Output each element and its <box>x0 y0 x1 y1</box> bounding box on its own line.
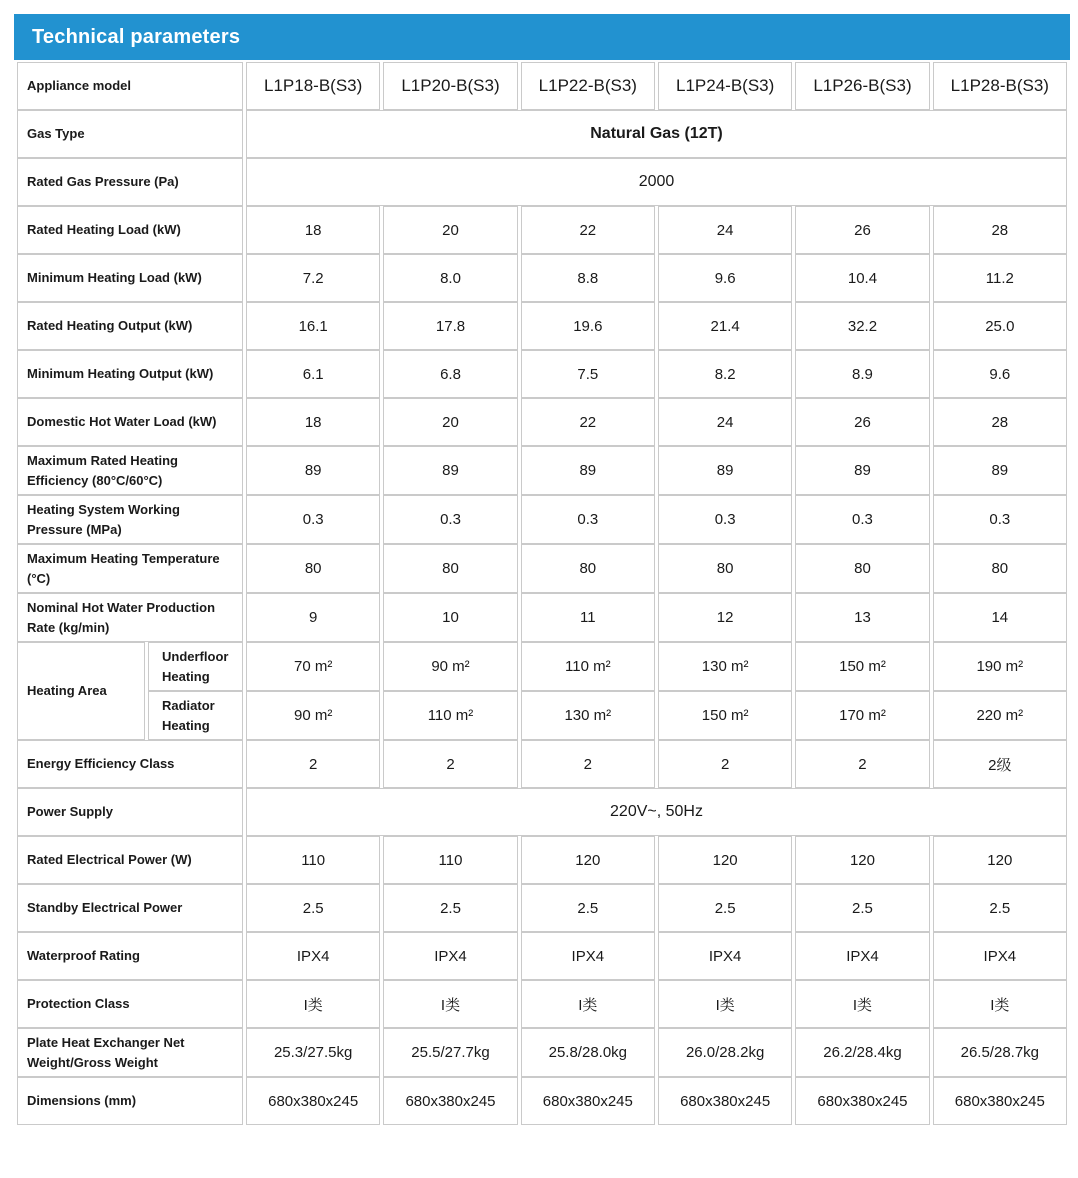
table-row <box>17 1028 1067 1077</box>
value-cell: 25.5/27.7kg <box>383 1028 517 1077</box>
value-cell: 90 m² <box>246 691 380 740</box>
value-cell: 6.8 <box>383 350 517 398</box>
value-cell: 150 m² <box>658 691 792 740</box>
value-cell: 80 <box>246 544 380 593</box>
table-row <box>17 158 1067 206</box>
value-cell: I类 <box>658 980 792 1028</box>
value-cell: 2 <box>795 740 929 788</box>
row-label: Energy Efficiency Class <box>17 740 243 788</box>
value-cell: 28 <box>933 398 1067 446</box>
value-cell: 20 <box>383 398 517 446</box>
table-row <box>17 495 1067 544</box>
value-cell: 21.4 <box>658 302 792 350</box>
row-label: Waterproof Rating <box>17 932 243 980</box>
value-cell: 0.3 <box>246 495 380 544</box>
value-cell: 2.5 <box>383 884 517 932</box>
value-cell: 110 <box>383 836 517 884</box>
value-cell: 90 m² <box>383 642 517 691</box>
technical-parameters-table <box>14 62 1070 1125</box>
page-title: Technical parameters <box>32 25 241 48</box>
row-label: Power Supply <box>17 788 243 836</box>
value-cell: 25.3/27.5kg <box>246 1028 380 1077</box>
group-label: Heating Area <box>17 642 145 740</box>
value-cell: 18 <box>246 206 380 254</box>
table-row <box>17 788 1067 836</box>
value-cell: 7.5 <box>521 350 655 398</box>
value-cell: 9.6 <box>933 350 1067 398</box>
value-cell: 26.2/28.4kg <box>795 1028 929 1077</box>
value-cell: 0.3 <box>658 495 792 544</box>
value-cell: 89 <box>933 446 1067 495</box>
row-label: Rated Heating Output (kW) <box>17 302 243 350</box>
row-label: Minimum Heating Load (kW) <box>17 254 243 302</box>
value-cell: 680x380x245 <box>246 1077 380 1125</box>
value-cell: 80 <box>383 544 517 593</box>
value-cell: 18 <box>246 398 380 446</box>
table-body <box>17 62 1067 1125</box>
table-row <box>17 740 1067 788</box>
value-cell: 680x380x245 <box>383 1077 517 1125</box>
table-row <box>17 932 1067 980</box>
row-label: Heating System Working Pressure (MPa) <box>17 495 243 544</box>
value-cell: 0.3 <box>383 495 517 544</box>
model-header-cell: L1P20-B(S3) <box>383 62 517 110</box>
value-cell: 16.1 <box>246 302 380 350</box>
value-cell: 19.6 <box>521 302 655 350</box>
row-label: Protection Class <box>17 980 243 1028</box>
sub-row-label: Underfloor Heating <box>148 642 243 691</box>
table-title-bar <box>14 14 1070 60</box>
value-cell: 170 m² <box>795 691 929 740</box>
model-header-cell: L1P28-B(S3) <box>933 62 1067 110</box>
value-cell: 0.3 <box>795 495 929 544</box>
value-cell: 13 <box>795 593 929 642</box>
value-cell: 2.5 <box>246 884 380 932</box>
value-cell: 9.6 <box>658 254 792 302</box>
value-cell: 680x380x245 <box>933 1077 1067 1125</box>
value-cell: 11 <box>521 593 655 642</box>
value-cell: 120 <box>521 836 655 884</box>
value-cell: 26.5/28.7kg <box>933 1028 1067 1077</box>
value-cell: 10 <box>383 593 517 642</box>
value-cell: 2.5 <box>521 884 655 932</box>
table-row <box>17 446 1067 495</box>
row-label: Maximum Heating Temperature (°C) <box>17 544 243 593</box>
row-label: Domestic Hot Water Load (kW) <box>17 398 243 446</box>
span-value-cell: Natural Gas (12T) <box>246 110 1067 158</box>
row-label: Plate Heat Exchanger Net Weight/Gross Weight <box>17 1028 243 1077</box>
value-cell: 89 <box>246 446 380 495</box>
table-row <box>17 398 1067 446</box>
value-cell: 22 <box>521 398 655 446</box>
value-cell: 2 <box>521 740 655 788</box>
row-label: Minimum Heating Output (kW) <box>17 350 243 398</box>
value-cell: IPX4 <box>521 932 655 980</box>
value-cell: I类 <box>795 980 929 1028</box>
model-header-cell: L1P18-B(S3) <box>246 62 380 110</box>
value-cell: 110 m² <box>521 642 655 691</box>
value-cell: 8.9 <box>795 350 929 398</box>
table-row <box>17 206 1067 254</box>
value-cell: IPX4 <box>246 932 380 980</box>
value-cell: 8.8 <box>521 254 655 302</box>
table-row <box>17 1077 1067 1125</box>
value-cell: 24 <box>658 206 792 254</box>
value-cell: 80 <box>658 544 792 593</box>
value-cell: 70 m² <box>246 642 380 691</box>
value-cell: 680x380x245 <box>658 1077 792 1125</box>
table-row <box>17 62 1067 110</box>
value-cell: 220 m² <box>933 691 1067 740</box>
value-cell: 26 <box>795 398 929 446</box>
value-cell: 22 <box>521 206 655 254</box>
value-cell: 80 <box>795 544 929 593</box>
value-cell: 2.5 <box>658 884 792 932</box>
value-cell: I类 <box>246 980 380 1028</box>
model-header-cell: L1P24-B(S3) <box>658 62 792 110</box>
value-cell: 150 m² <box>795 642 929 691</box>
value-cell: 2级 <box>933 740 1067 788</box>
value-cell: 14 <box>933 593 1067 642</box>
table-row <box>17 980 1067 1028</box>
value-cell: IPX4 <box>933 932 1067 980</box>
value-cell: I类 <box>933 980 1067 1028</box>
value-cell: 120 <box>795 836 929 884</box>
value-cell: 130 m² <box>521 691 655 740</box>
value-cell: 10.4 <box>795 254 929 302</box>
value-cell: 17.8 <box>383 302 517 350</box>
value-cell: 8.2 <box>658 350 792 398</box>
value-cell: 2.5 <box>933 884 1067 932</box>
value-cell: 680x380x245 <box>795 1077 929 1125</box>
value-cell: 130 m² <box>658 642 792 691</box>
value-cell: 2.5 <box>795 884 929 932</box>
value-cell: 11.2 <box>933 254 1067 302</box>
span-value-cell: 220V~, 50Hz <box>246 788 1067 836</box>
value-cell: 26 <box>795 206 929 254</box>
value-cell: 2 <box>246 740 380 788</box>
row-label: Gas Type <box>17 110 243 158</box>
value-cell: 89 <box>658 446 792 495</box>
value-cell: I类 <box>383 980 517 1028</box>
row-label: Appliance model <box>17 62 243 110</box>
table-row <box>17 302 1067 350</box>
value-cell: 9 <box>246 593 380 642</box>
table-row <box>17 593 1067 642</box>
value-cell: 80 <box>933 544 1067 593</box>
value-cell: 6.1 <box>246 350 380 398</box>
sub-row-label: Radiator Heating <box>148 691 243 740</box>
value-cell: 120 <box>933 836 1067 884</box>
value-cell: 190 m² <box>933 642 1067 691</box>
value-cell: 120 <box>658 836 792 884</box>
table-row <box>17 254 1067 302</box>
table-row <box>17 884 1067 932</box>
value-cell: IPX4 <box>383 932 517 980</box>
row-label: Rated Heating Load (kW) <box>17 206 243 254</box>
value-cell: 12 <box>658 593 792 642</box>
value-cell: 80 <box>521 544 655 593</box>
value-cell: 89 <box>521 446 655 495</box>
value-cell: IPX4 <box>795 932 929 980</box>
value-cell: 2 <box>658 740 792 788</box>
span-value-cell: 2000 <box>246 158 1067 206</box>
table-row <box>17 544 1067 593</box>
table-row <box>17 110 1067 158</box>
value-cell: 28 <box>933 206 1067 254</box>
value-cell: 8.0 <box>383 254 517 302</box>
value-cell: 32.2 <box>795 302 929 350</box>
row-label: Rated Gas Pressure (Pa) <box>17 158 243 206</box>
value-cell: 25.0 <box>933 302 1067 350</box>
row-label: Rated Electrical Power (W) <box>17 836 243 884</box>
model-header-cell: L1P22-B(S3) <box>521 62 655 110</box>
value-cell: 89 <box>383 446 517 495</box>
value-cell: 25.8/28.0kg <box>521 1028 655 1077</box>
model-header-cell: L1P26-B(S3) <box>795 62 929 110</box>
value-cell: IPX4 <box>658 932 792 980</box>
table-row <box>17 350 1067 398</box>
value-cell: 680x380x245 <box>521 1077 655 1125</box>
row-label: Nominal Hot Water Production Rate (kg/min) <box>17 593 243 642</box>
table-row <box>17 642 1067 691</box>
table-row <box>17 836 1067 884</box>
value-cell: 26.0/28.2kg <box>658 1028 792 1077</box>
row-label: Standby Electrical Power <box>17 884 243 932</box>
value-cell: 110 m² <box>383 691 517 740</box>
value-cell: 20 <box>383 206 517 254</box>
row-label: Dimensions (mm) <box>17 1077 243 1125</box>
table-row <box>17 691 1067 740</box>
value-cell: 2 <box>383 740 517 788</box>
value-cell: I类 <box>521 980 655 1028</box>
value-cell: 24 <box>658 398 792 446</box>
value-cell: 0.3 <box>521 495 655 544</box>
value-cell: 7.2 <box>246 254 380 302</box>
value-cell: 89 <box>795 446 929 495</box>
value-cell: 0.3 <box>933 495 1067 544</box>
row-label: Maximum Rated Heating Efficiency (80°C/60°C) <box>17 446 243 495</box>
value-cell: 110 <box>246 836 380 884</box>
